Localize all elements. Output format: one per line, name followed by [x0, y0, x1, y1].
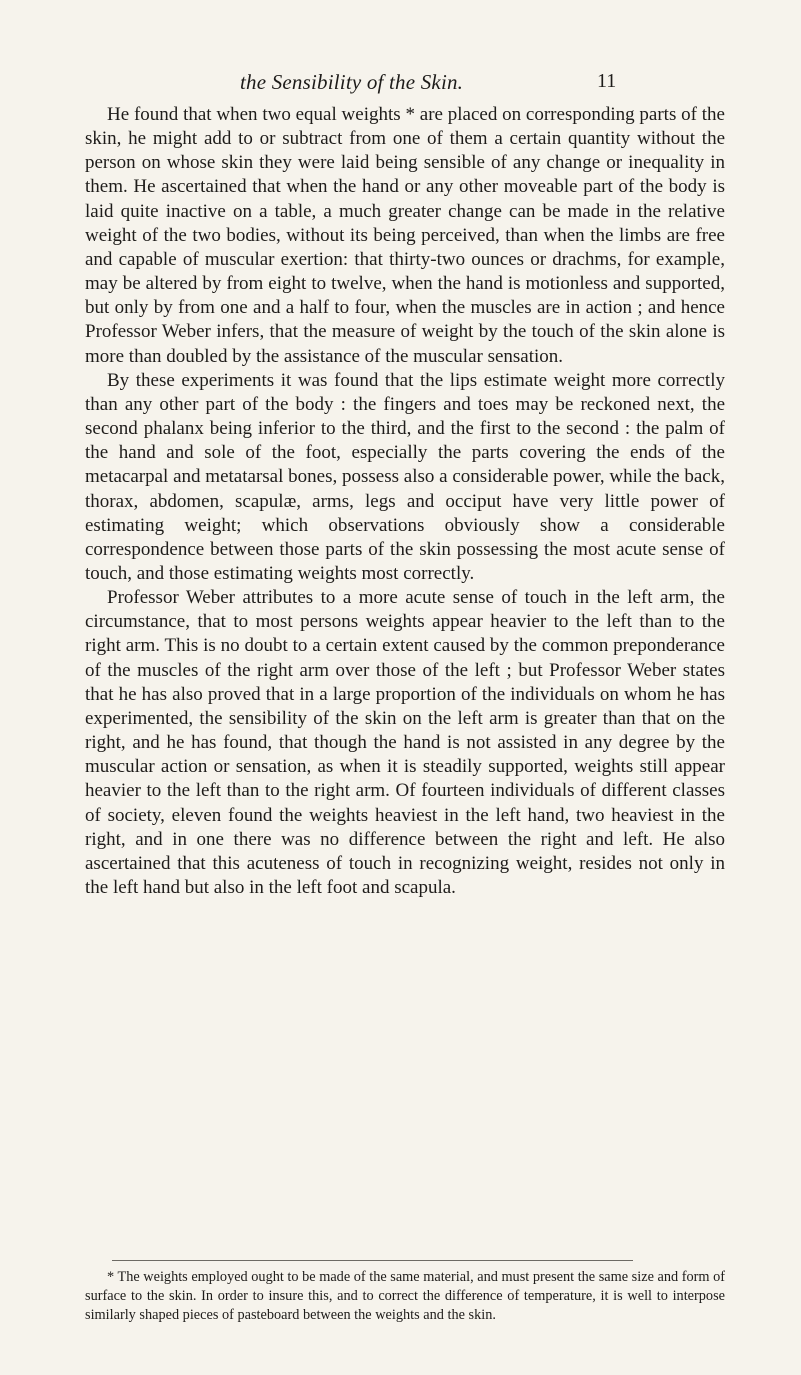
page-number: 11 [597, 70, 617, 92]
paragraph-left-arm: Professor Weber attributes to a more acute sense of touch in the left arm, the circumstance, that to most persons weights appear heavier to the left than to the right arm. This is no doubt to a certain extent caused by the common preponderance of the muscles of the right arm over those of the left ; but Professor Weber states that he has also proved that in a large proportion of the individuals on whom he has experimented, the sensibility of the skin on the left arm is greater than that on the right, and he has found, that though the hand is not assisted in any degree by the muscular action or sensation, as when it is steadily supported, weights still appear heavier to the left than to the right arm. Of fourteen individuals of different classes of society, eleven found the weights heaviest in the left hand, two heaviest in the right, and in one there was no difference between the right and left. He also ascertained that this acuteness of touch in recognizing weight, resides not only in the left hand but also in the left foot and scapula. [85, 587, 725, 898]
running-head [240, 70, 660, 98]
footnote: * The weights employed ought to be made of the same material, and must present the same size and form of surface to the skin. In order to insure this, and to correct the difference of temperature, it is well to interpose similarly shaped pieces of pasteboard between the weights and the skin. [85, 1269, 725, 1323]
footnote-divider [112, 1260, 633, 1261]
paragraph-body-parts: By these experiments it was found that the lips estimate weight more correctly than any other part of the body : the fingers and toes may be reckoned next, the second phalanx being inferior to the third, and the first to the second : the palm of the hand and sole of the foot, especially the parts covering the ends of the metacarpal and metatarsal bones, possess also a considerable power, while the back, thorax, abdomen, scapulæ, arms, legs and occiput have very little power of estimating weight; which observations obviously show a considerable correspondence between those parts of the skin possessing the most acute sense of touch, and those estimating weights most correctly. [85, 369, 725, 584]
running-title: the Sensibility of the Skin. [240, 70, 464, 94]
body-text [85, 103, 725, 900]
paragraph-weights-experiment: He found that when two equal weights * are placed on corresponding parts of the skin, he might add to or subtract from one of them a certain quantity without the person on whose skin they were laid being sensible of any change or inequality in them. He ascertained that when the hand or any other moveable part of the body is laid quite inactive on a table, a much greater change can be made in the relative weight of the two bodies, without its being perceived, than when the limbs are free and capable of muscular exertion: that thirty-two ounces or drachms, for example, may be altered by from eight to twelve, when the hand is motionless and supported, but only by from one and a half to four, when the muscles are in action ; and hence Professor Weber infers, that the measure of weight by the touch of the skin alone is more than doubled by the assistance of the muscular sensation. [85, 104, 725, 367]
